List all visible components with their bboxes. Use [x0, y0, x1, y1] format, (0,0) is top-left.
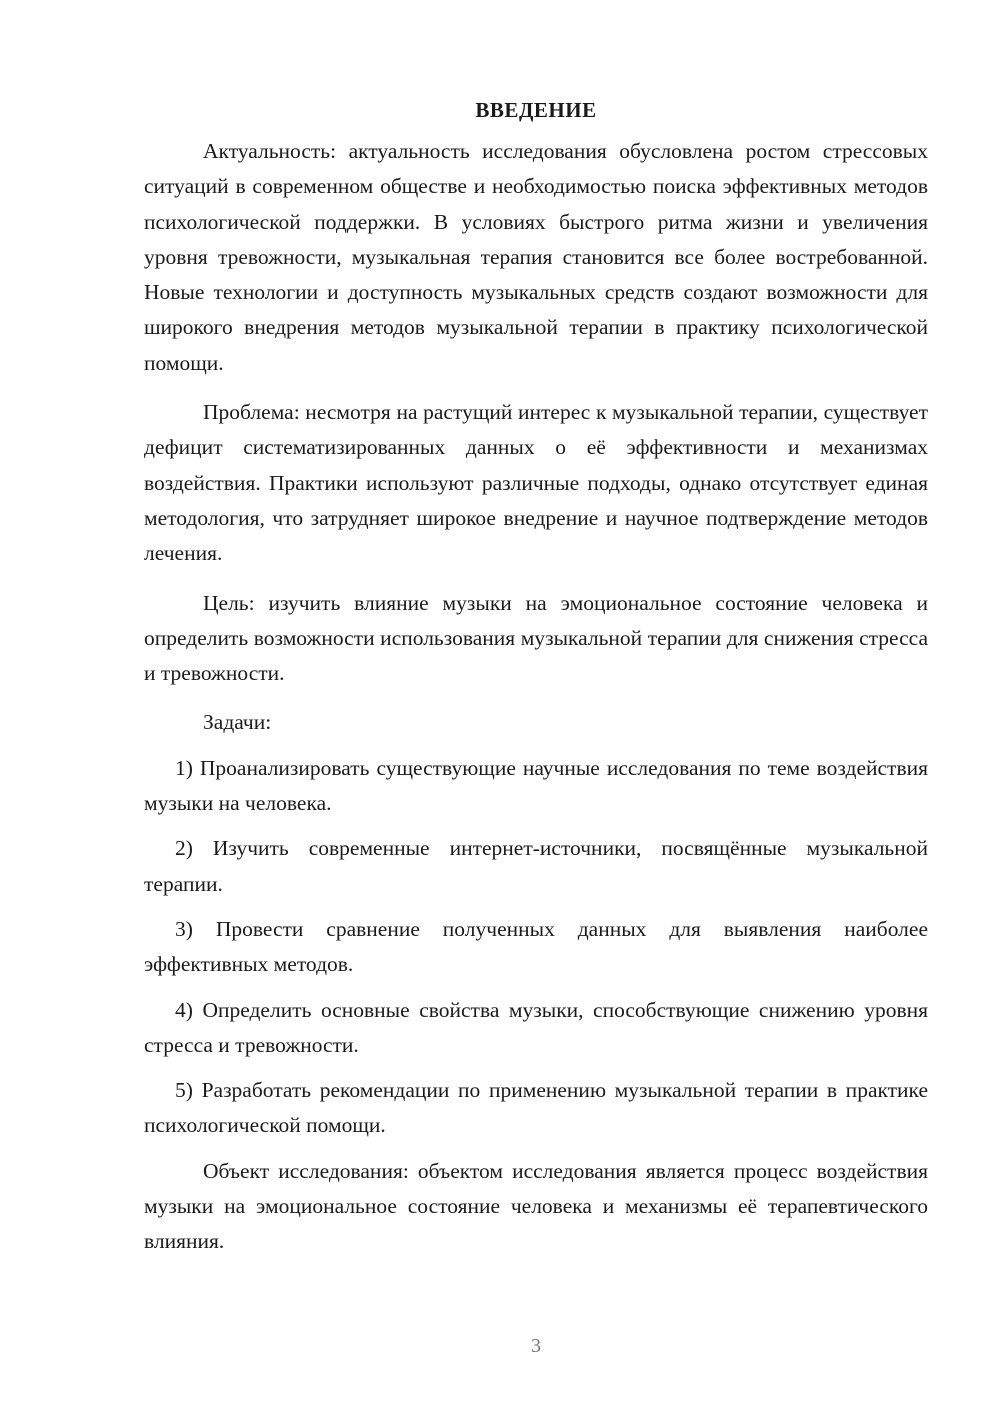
- tasks-list: [144, 751, 928, 1144]
- task-item: 3) Провести сравнение полученных данных для выявления наиболее эффективных методов.: [144, 916, 928, 977]
- page-title: ВВЕДЕНИЕ: [475, 98, 597, 122]
- page-number: 3: [531, 1335, 541, 1357]
- object-paragraph: Объект исследования: объектом исследования является процесс воздействия музыки на эмоциональное состояние человека и механизмы её терапевтического влияния.: [144, 1158, 928, 1254]
- task-item: 5) Разработать рекомендации по применению музыкальной терапии в практике психологической помощи.: [144, 1078, 928, 1138]
- task-item: 2) Изучить современные интернет-источники, посвящённые музыкальной терапии.: [144, 836, 928, 896]
- task-item: 1) Проанализировать существующие научные исследования по теме воздействия музыки на человека.: [144, 755, 928, 816]
- goal-paragraph: Цель: изучить влияние музыки на эмоциональное состояние человека и определить возможности использования музыкальной терапии для снижения стресса и тревожности.: [144, 590, 928, 686]
- task-item: 4) Определить основные свойства музыки, способствующие снижению уровня стресса и тревожности.: [144, 997, 928, 1057]
- document-page: [144, 96, 928, 1274]
- relevance-paragraph: Актуальность: актуальность исследования обусловлена ростом стрессовых ситуаций в современном обществе и необходимостью поиска эффективных методов психологической поддержки. В условиях быстрого ритма жизни и увеличения уровня тревожности, музыкальная терапия становится все более востребованной. Новые технологии и доступность музыкальных средств создают возможности для широкого внедрения методов музыкальной терапии в практику психологической помощи.: [144, 139, 928, 375]
- tasks-label: Задачи:: [203, 710, 272, 735]
- problem-paragraph: Проблема: несмотря на растущий интерес к музыкальной терапии, существует дефицит систематизированных данных о её эффективности и механизмах воздействия. Практики используют различные подходы, однако отсутствует единая методология, что затрудняет широкое внедрение и научное подтверждение методов лечения.: [144, 400, 928, 566]
